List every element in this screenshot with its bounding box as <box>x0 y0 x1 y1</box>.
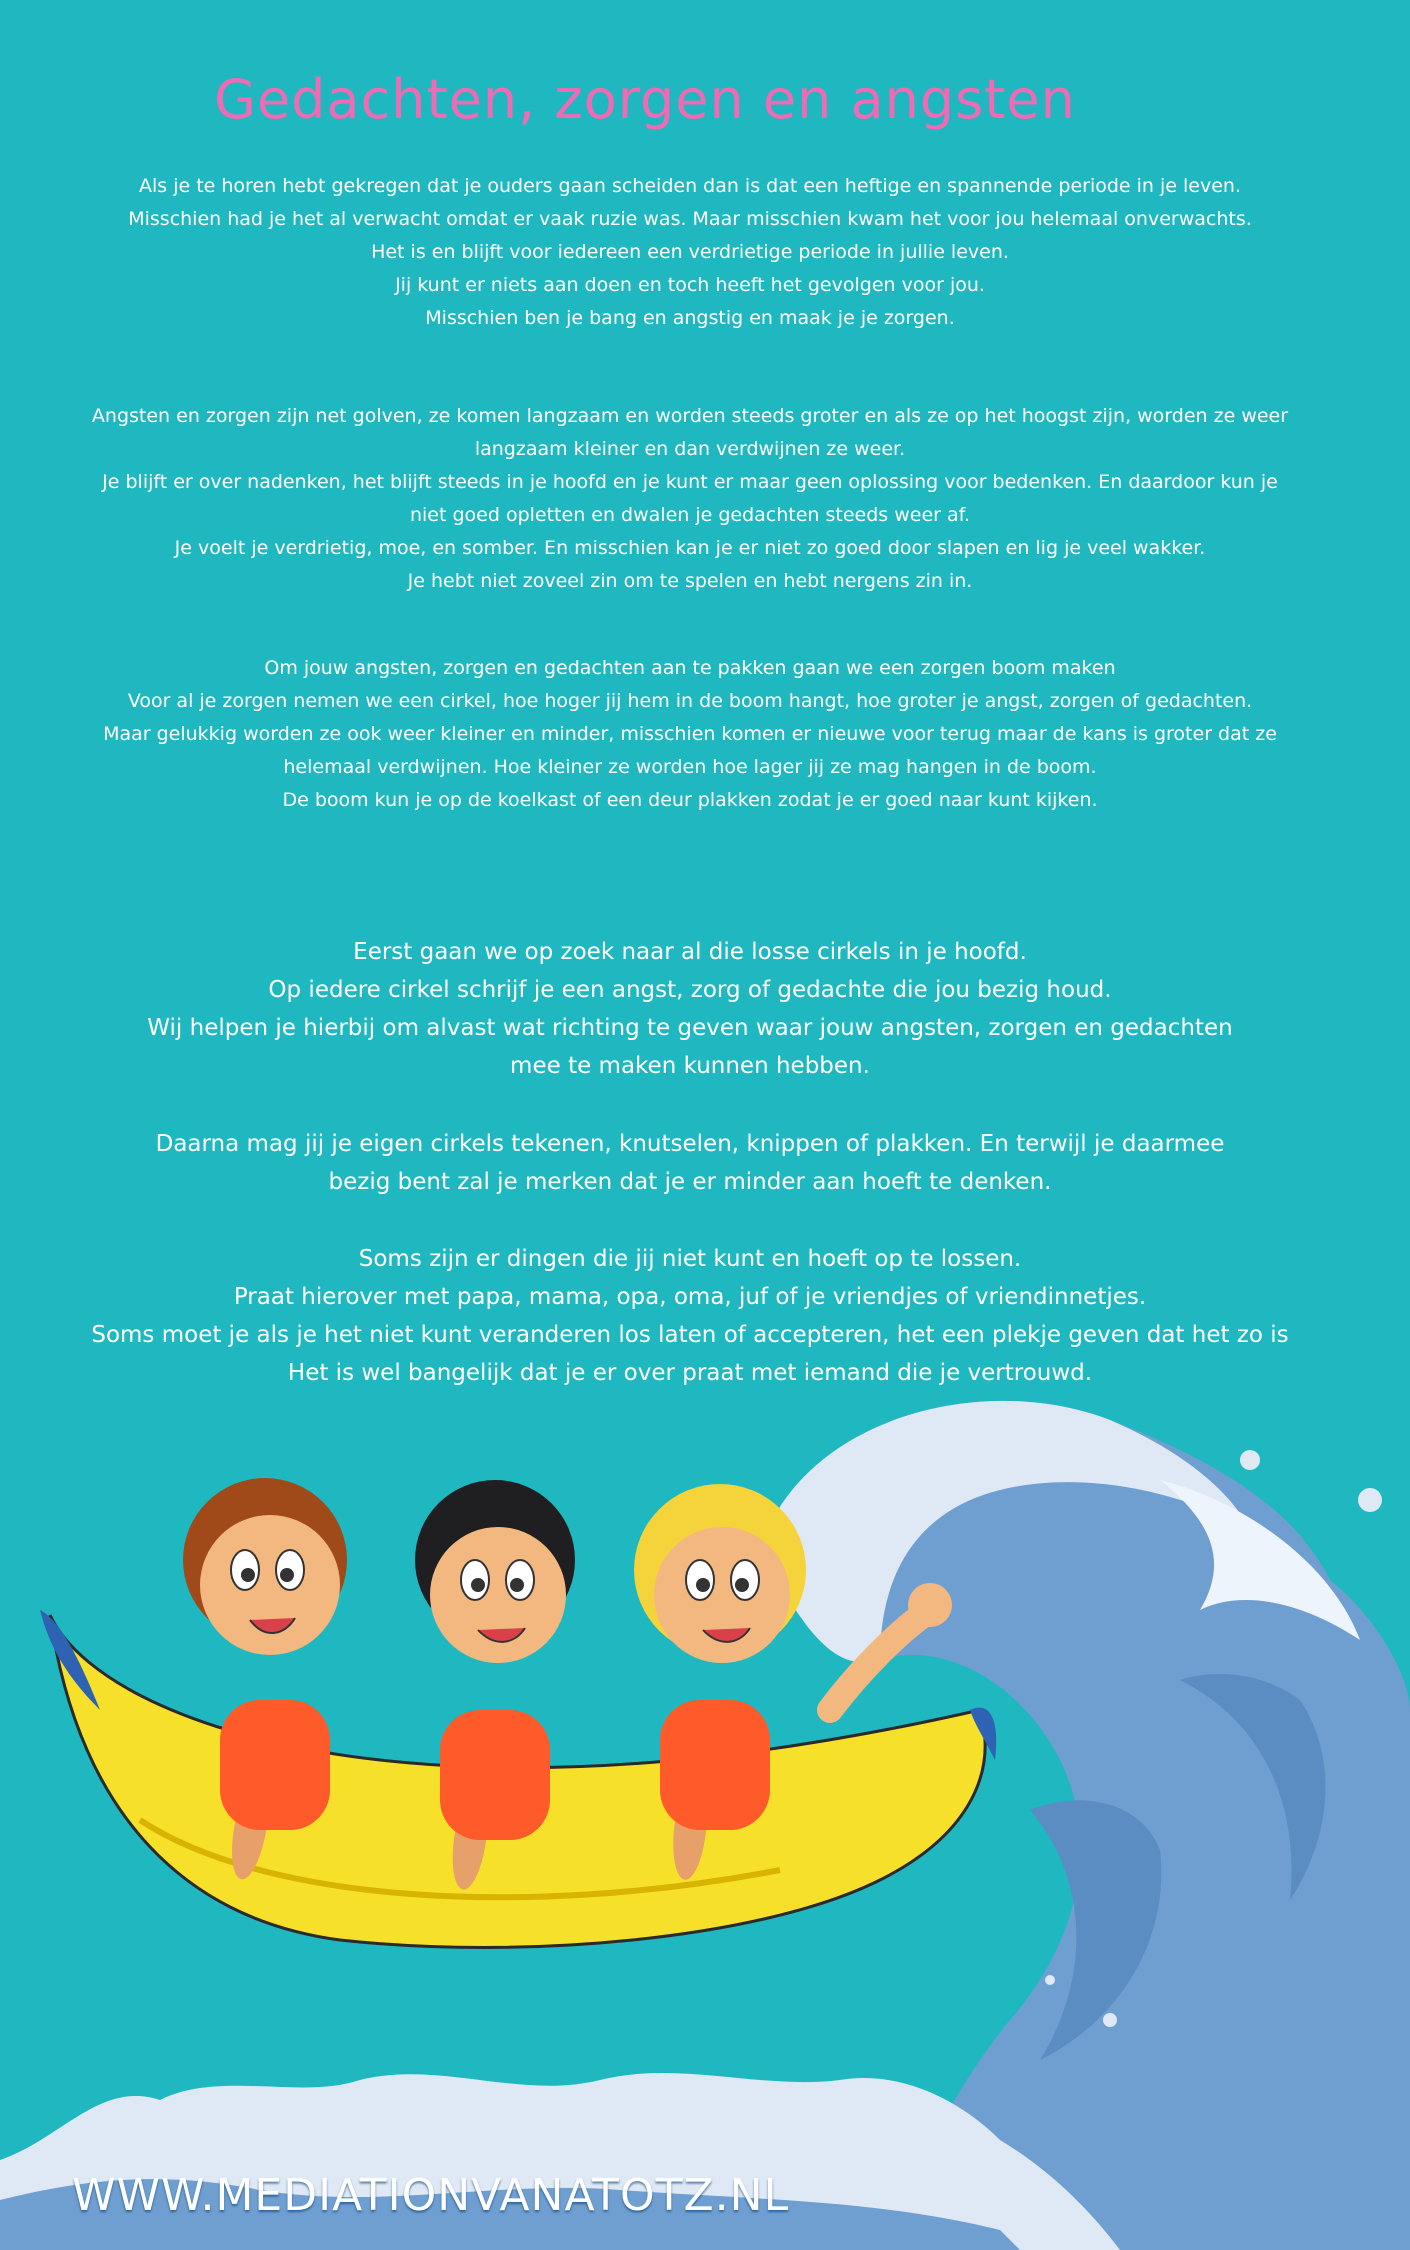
waves-paragraph <box>70 400 1310 598</box>
intro-line: Als je te horen hebt gekregen dat je ouders gaan scheiden dan is dat een heftige en spannende periode in je leven. <box>138 175 1241 197</box>
talk-line: Het is wel bangelijk dat je er over praat met iemand die je vertrouwd. <box>287 1360 1093 1386</box>
talk-paragraph <box>70 1240 1310 1392</box>
intro-line: Jij kunt er niets aan doen en toch heeft het gevolgen voor jou. <box>395 274 985 296</box>
waves-line: Je hebt niet zoveel zin om te spelen en hebt nergens zin in. <box>407 570 973 592</box>
tree-paragraph <box>70 652 1310 817</box>
circles-line: Eerst gaan we op zoek naar al die losse cirkels in je hoofd. <box>353 939 1027 965</box>
tree-line: De boom kun je op de koelkast of een deur plakken zodat je er goed naar kunt kijken. <box>282 789 1098 811</box>
intro-line: Misschien had je het al verwacht omdat er vaak ruzie was. Maar misschien kwam het voor jou helemaal onverwachts. <box>128 208 1252 230</box>
waves-line: niet goed opletten en dwalen je gedachten steeds weer af. <box>409 504 971 526</box>
circles-paragraph <box>70 933 1310 1085</box>
waves-line: Je blijft er over nadenken, het blijft steeds in je hoofd en je kunt er maar geen oplossing voor bedenken. En daardoor kun je <box>102 471 1278 493</box>
tree-line: Voor al je zorgen nemen we een cirkel, hoe hoger jij hem in de boom hangt, hoe groter je angst, zorgen of gedachten. <box>127 690 1253 712</box>
talk-line: Soms moet je als je het niet kunt veranderen los laten of accepteren, het een plekje geven dat het zo is <box>91 1322 1289 1348</box>
crafting-line: bezig bent zal je merken dat je er minder aan hoeft te denken. <box>328 1169 1052 1195</box>
intro-line: Het is en blijft voor iedereen een verdrietige periode in jullie leven. <box>371 241 1009 263</box>
tree-line: Maar gelukkig worden ze ook weer kleiner en minder, misschien komen er nieuwe voor terug maar de kans is groter dat ze <box>103 723 1277 745</box>
intro-line: Misschien ben je bang en angstig en maak je je zorgen. <box>425 307 955 329</box>
banana-boat-wave-illustration <box>0 1380 1410 2250</box>
tree-line: helemaal verdwijnen. Hoe kleiner ze worden hoe lager jij ze mag hangen in de boom. <box>283 756 1097 778</box>
page-title: Gedachten, zorgen en angsten <box>214 68 1076 131</box>
waves-line: Angsten en zorgen zijn net golven, ze komen langzaam en worden steeds groter en als ze op het hoogst zijn, worden ze weer <box>91 405 1289 427</box>
waves-line: Je voelt je verdrietig, moe, en somber. En misschien kan je er niet zo goed door slapen en lig je veel wakker. <box>174 537 1206 559</box>
talk-line: Soms zijn er dingen die jij niet kunt en hoeft op te lossen. <box>358 1246 1022 1272</box>
circles-line: Op iedere cirkel schrijf je een angst, zorg of gedachte die jou bezig houd. <box>268 977 1112 1003</box>
circles-line: mee te maken kunnen hebben. <box>510 1053 870 1079</box>
intro-paragraph <box>70 170 1310 335</box>
waves-line: langzaam kleiner en dan verdwijnen ze weer. <box>474 438 906 460</box>
talk-line: Praat hierover met papa, mama, opa, oma, juf of je vriendjes of vriendinnetjes. <box>233 1284 1147 1310</box>
website-url[interactable]: WWW.MEDIATIONVANATOTZ.NL <box>72 2170 790 2221</box>
crafting-line: Daarna mag jij je eigen cirkels tekenen, knutselen, knippen of plakken. En terwijl je daarmee <box>155 1131 1225 1157</box>
tree-line: Om jouw angsten, zorgen en gedachten aan te pakken gaan we een zorgen boom maken <box>264 657 1116 679</box>
circles-line: Wij helpen je hierbij om alvast wat richting te geven waar jouw angsten, zorgen en gedachten <box>147 1015 1233 1041</box>
splash-illustration <box>0 2073 1120 2250</box>
crafting-paragraph <box>70 1125 1310 1201</box>
